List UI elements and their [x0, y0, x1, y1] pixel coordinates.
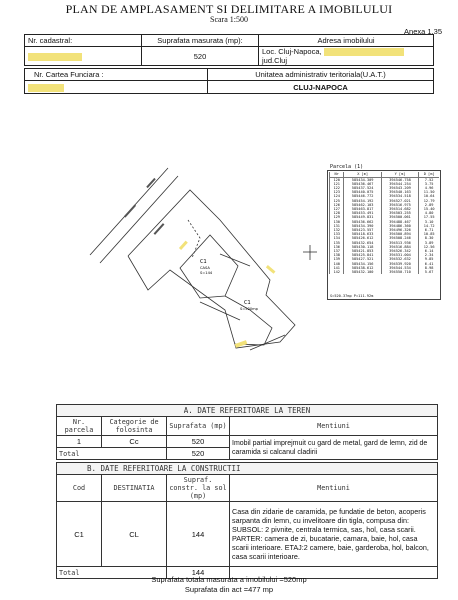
coord-cell: 17.55	[419, 215, 439, 219]
uat-label: Unitatea administrativ teritoriala(U.A.T.)	[255, 70, 386, 79]
highlight-mark-1	[179, 241, 188, 250]
redacted-land-book-number	[28, 84, 64, 92]
coord-cell: 585436.662	[344, 220, 381, 224]
parcel-area: 520	[167, 436, 230, 448]
coord-cell: 394539.920	[381, 262, 418, 266]
land-book-label: Nr. Cartea Funciara :	[34, 70, 104, 79]
coordinates-table	[327, 164, 441, 300]
uat-label-cell	[208, 69, 434, 81]
coord-cell: 12.79	[419, 199, 439, 203]
col-parcel-number: Nr. parcela	[57, 417, 102, 436]
coord-cell: 122	[330, 186, 344, 190]
coord-cell: 9.85	[419, 257, 439, 261]
coord-cell: 585423.557	[344, 228, 381, 232]
address-county: jud.Cluj	[262, 56, 288, 66]
coord-cell: 8.30	[419, 236, 439, 240]
coord-cell: 585426.612	[344, 236, 381, 240]
coord-cell: 137	[330, 249, 344, 253]
annex-label: Anexa 1.35	[404, 27, 442, 36]
coord-cell: 125	[330, 199, 344, 203]
coord-cell: 138	[330, 253, 344, 257]
construction-code: C1	[57, 502, 102, 567]
coord-cell: 585421.853	[344, 249, 381, 253]
coord-cell: 585446.772	[344, 194, 381, 198]
coord-cell: 394486.360	[381, 224, 418, 228]
land-data-table	[56, 404, 438, 460]
area-label: Suprafata masurata (mp):	[157, 36, 243, 45]
coord-cell: 12.56	[419, 245, 439, 249]
coord-cell: 8.98	[419, 266, 439, 270]
land-mentions: Imobil partial imprejmuit cu gard de metal, gard de lemn, zid de caramida si calcanul cladirii	[230, 436, 438, 460]
coord-cell: 394543.209	[381, 186, 418, 190]
coord-cell: 394534.518	[381, 194, 418, 198]
coord-cell: 394503.255	[381, 211, 418, 215]
coord-cell: 394544.534	[381, 266, 418, 270]
uat-value-cell	[208, 81, 434, 94]
col-area: Suprafata (mp)	[167, 417, 230, 436]
land-book-table	[24, 68, 434, 94]
coord-cell: 3.89	[419, 241, 439, 245]
coord-cell: 135	[330, 241, 344, 245]
coord-cell: 3.75	[419, 182, 439, 186]
coord-header-1: X [m]	[344, 172, 381, 177]
col-destination: DESTINATIA	[102, 475, 167, 502]
coord-cell: 141	[330, 266, 344, 270]
address-locality: Loc. Cluj-Napoca,	[262, 47, 322, 56]
coord-cell: 132	[330, 228, 344, 232]
street-label-mark	[124, 204, 136, 217]
building-label: C1	[200, 259, 207, 265]
coord-cell: 585453.491	[344, 211, 381, 215]
coord-cell: 126	[330, 203, 344, 207]
redacted-street-address	[324, 48, 404, 56]
coord-cell: 585427.521	[344, 257, 381, 261]
dimension-leader-1	[220, 254, 250, 266]
uat-value: CLUJ-NAPOCA	[293, 82, 348, 92]
coord-cell: 585440.075	[344, 190, 381, 194]
construction-total-value: 144	[167, 567, 230, 579]
area-value: 520	[193, 51, 207, 61]
coord-cell: 124	[330, 194, 344, 198]
coord-cell: 4.96	[419, 186, 439, 190]
parcel-label: C1	[244, 300, 251, 306]
coord-cell: 394532.632	[381, 257, 418, 261]
construction-area: 144	[167, 502, 230, 567]
site-plan-drawing	[60, 120, 330, 390]
building-sub-label: CASA	[200, 266, 210, 270]
coord-cell: 4.80	[419, 211, 439, 215]
building-area-label: S=144	[200, 271, 213, 275]
section-a-title: A. DATE REFERITOARE LA TEREN	[57, 405, 438, 417]
col-use-category: Categorie de folosinta	[102, 417, 167, 436]
land-total-label: Total	[57, 448, 167, 460]
total-area-line: Suprafata totala masurata a imobilului =520mp	[151, 575, 307, 584]
section-b-title: B. DATE REFERITOARE LA CONSTRUCTII	[57, 463, 438, 475]
coord-cell: 394544.254	[381, 182, 418, 186]
coord-cell: 120	[330, 177, 344, 182]
coordinates-grid	[329, 172, 439, 274]
coord-cell: 394546.758	[381, 177, 418, 182]
coord-cell: 14.72	[419, 224, 439, 228]
address-label-cell	[259, 35, 434, 47]
coord-cell: 394496.326	[381, 228, 418, 232]
coord-cell: 139	[330, 257, 344, 261]
id-table	[24, 34, 434, 66]
coord-cell: 585432.100	[344, 270, 381, 274]
coord-cell: 394526.342	[381, 249, 418, 253]
parcel-number: 1	[57, 436, 102, 448]
area-label-cell	[142, 35, 259, 47]
col-code: Cod	[57, 475, 102, 502]
coord-cell: 585432.654	[344, 241, 381, 245]
coord-cell: 394550.710	[381, 270, 418, 274]
coord-cell: 11.50	[419, 190, 439, 194]
col-built-area: Supraf. constr. la sol (mp)	[167, 475, 230, 502]
coord-cell: 585434.309	[344, 177, 381, 182]
coord-cell: 131	[330, 224, 344, 228]
coord-cell: 394531.004	[381, 253, 418, 257]
coord-header-2: Y [m]	[381, 172, 418, 177]
coord-cell: 585434.156	[344, 262, 381, 266]
coord-cell: 585463.817	[344, 207, 381, 211]
cadastral-label: Nr. cadastral:	[28, 36, 73, 45]
coord-cell: 10.85	[419, 232, 439, 236]
coord-cell: 394514.682	[381, 207, 418, 211]
coord-header-0: Nr	[330, 172, 344, 177]
coord-cell: 130	[330, 220, 344, 224]
land-book-value-cell	[25, 81, 208, 94]
street-line-2	[100, 176, 178, 263]
parcel-area-label: S=520mp	[240, 307, 258, 311]
land-book-label-cell	[25, 69, 208, 81]
coord-cell: 140	[330, 262, 344, 266]
deed-area-line: Suprafata din act =477 mp	[184, 585, 274, 594]
coord-cell: 6.41	[419, 262, 439, 266]
construction-total-label: Total	[57, 567, 167, 579]
north-arrow	[303, 245, 317, 260]
coordinates-footer: S=520.37mp P=111.92m	[330, 294, 374, 298]
coord-cell: 3.10	[419, 220, 439, 224]
coord-cell: 394488.467	[381, 220, 418, 224]
construction-mentions: Casa din zidarie de caramida, pe fundatie de beton, acoperis sarpanta din lemn, cu invelitoare din tigla, compusa din: SUBSOL: 2 pivnite, centrala termica, sas, hol, casa scarii. PARTER: camera de zi, bucatarie, camara, baie, hol, casa scarii interioare. ETAJ:2 camere, baie, garderoba, hol, balcon, casa scarii interioare.	[230, 502, 438, 567]
coord-cell: 394527.021	[381, 199, 418, 203]
coord-cell: 585438.612	[344, 266, 381, 270]
redacted-cadastral-number	[28, 53, 82, 61]
coord-cell: 585437.524	[344, 186, 381, 190]
coord-cell: 136	[330, 245, 344, 249]
coord-cell: 128	[330, 211, 344, 215]
coord-header-3: D [m]	[419, 172, 439, 177]
coord-cell: 15.40	[419, 207, 439, 211]
inner-dashed-line	[188, 220, 200, 258]
address-label: Adresa imobilului	[317, 36, 375, 45]
area-value-cell	[142, 47, 259, 66]
coord-cell: 127	[330, 207, 344, 211]
coord-cell: 133	[330, 232, 344, 236]
coord-cell: 6.71	[419, 228, 439, 232]
coord-cell: 7.52	[419, 177, 439, 182]
cadastral-label-cell	[25, 35, 142, 47]
scale-label: Scara 1:500	[210, 15, 248, 24]
coord-cell: 585434.390	[344, 224, 381, 228]
coord-cell: 129	[330, 215, 344, 219]
coord-cell: 134	[330, 236, 344, 240]
coord-cell: 585454.192	[344, 199, 381, 203]
coord-cell: 6.14	[419, 249, 439, 253]
coord-cell: 585418.633	[344, 232, 381, 236]
coord-cell: 394540.163	[381, 190, 418, 194]
coord-cell: 121	[330, 182, 344, 186]
coord-row	[330, 270, 440, 274]
coord-cell: 394516.884	[381, 245, 418, 249]
coord-cell: 585449.831	[344, 215, 381, 219]
coord-cell: 123	[330, 190, 344, 194]
coord-cell: 394500.061	[381, 215, 418, 219]
coord-cell: 10.64	[419, 194, 439, 198]
col-mentions: Mentiuni	[230, 417, 438, 436]
construction-data-table	[56, 462, 438, 579]
land-total-value: 520	[167, 448, 230, 460]
coord-cell: 5.67	[419, 270, 439, 274]
coord-cell: 585425.841	[344, 253, 381, 257]
address-value-cell	[259, 47, 434, 66]
parcel-dim-mark	[154, 223, 165, 235]
coord-cell: 585430.118	[344, 245, 381, 249]
cadastral-value-cell	[25, 47, 142, 66]
document-title: PLAN DE AMPLASAMENT SI DELIMITARE A IMOBILULUI	[65, 2, 393, 16]
col-construction-mentions: Mentiuni	[230, 475, 438, 502]
highlight-mark-2	[266, 265, 276, 274]
coordinates-title: Parcela (1)	[330, 164, 364, 170]
coord-cell: 394508.246	[381, 236, 418, 240]
coord-cell: 2.34	[419, 253, 439, 257]
use-category: Cc	[102, 436, 167, 448]
coord-cell: 585436.467	[344, 182, 381, 186]
coord-cell: 2.89	[419, 203, 439, 207]
coord-cell: 142	[330, 270, 344, 274]
construction-destination: CL	[102, 502, 167, 567]
dimension-leader-2	[200, 302, 240, 320]
coord-cell: 394516.975	[381, 203, 418, 207]
coord-cell: 394500.894	[381, 232, 418, 236]
coord-cell: 394513.936	[381, 241, 418, 245]
coord-cell: 585462.103	[344, 203, 381, 207]
